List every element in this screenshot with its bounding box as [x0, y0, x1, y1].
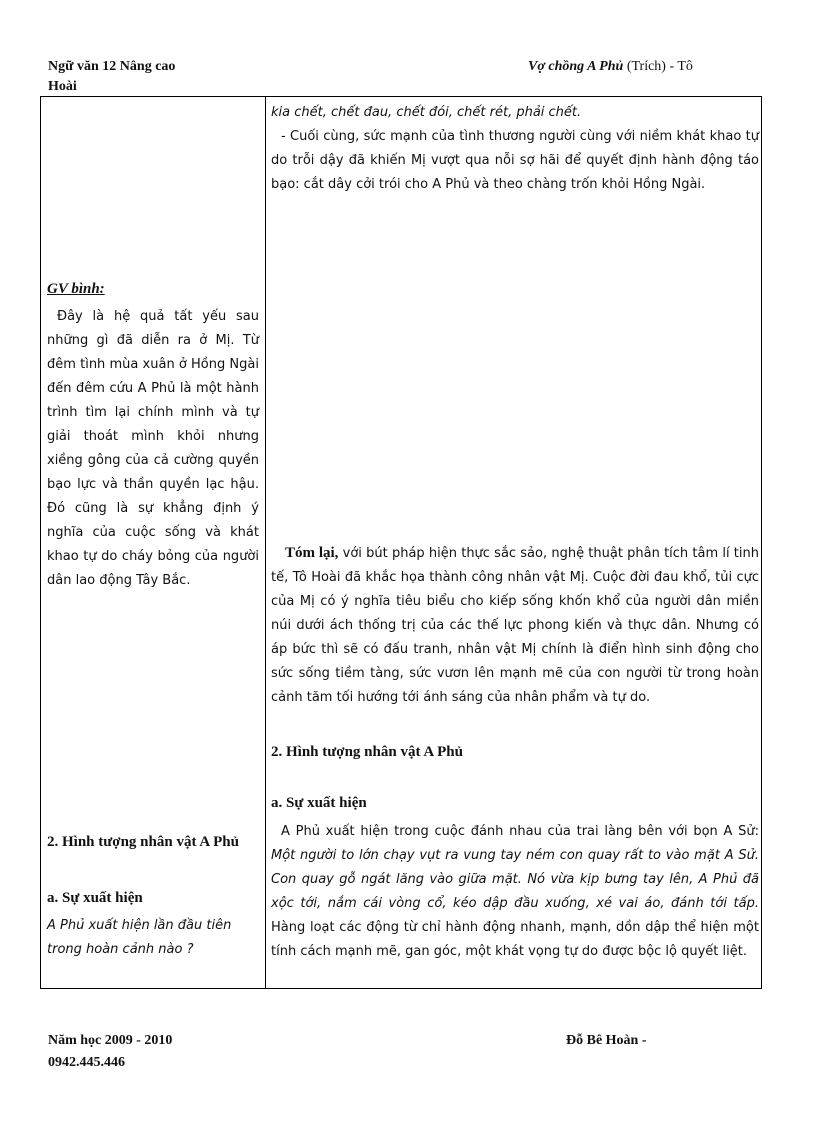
footer-phone: 0942.445.446: [48, 1055, 125, 1070]
footer-school-year: Năm học 2009 - 2010: [48, 1033, 173, 1048]
summary-paragraph: [271, 541, 759, 710]
header-subject: [48, 57, 175, 97]
left-question: A Phủ xuất hiện lần đầu tiên trong hoàn cảnh nào ?: [47, 918, 232, 957]
header-work-rest: (Trích) - Tô: [623, 59, 693, 74]
right-paragraph-3-start: A Phủ xuất hiện trong cuộc đánh nhau của trai làng bên với bọn A Sử:: [281, 824, 759, 839]
gv-commentary-text: Đây là hệ quả tất yếu sau những gì đã diễn ra ở Mị. Từ đêm tình mùa xuân ở Hồng Ngài đến đêm cứu A Phủ là một hành trình tìm lại chính mình và tự giải thoát mình khỏi nhưng xiềng gông của cả cường quyền bạo lực và thần quyền lạc hậu. Đó cũng là sự khẳng định ý nghĩa của cuộc sống và khát khao tự do cháy bỏng của người dân lao động Tây Bắc.: [47, 309, 259, 588]
footer-left: [48, 1030, 172, 1074]
header-subject-line2: Hoài: [48, 79, 77, 94]
gv-commentary: [47, 305, 259, 593]
right-heading-section-2: 2. Hình tượng nhân vật A Phủ: [271, 744, 463, 760]
column-divider: [265, 97, 266, 988]
right-heading-appearance: a. Sự xuất hiện: [271, 795, 367, 811]
right-paragraph-3-end: Hàng loạt các động từ chỉ hành động nhanh, mạnh, dồn dập thể hiện một tính cách mạnh mẽ, gan góc, một khát vọng tự do được bộc lộ quyết liệt.: [271, 920, 759, 959]
right-paragraph-2: - Cuối cùng, sức mạnh của tình thương người cùng với niềm khát khao tự do trỗi dậy đã khiến Mị vượt qua nỗi sợ hãi để quyết định hành động táo bạo: cắt dây cởi trói cho A Phủ và theo chàng trốn khỏi Hồng Ngài.: [271, 129, 759, 192]
header-work-title: Vợ chồng A Phủ: [528, 59, 624, 74]
gv-label-row: [47, 277, 259, 301]
right-paragraph-1: kia chết, chết đau, chết đói, chết rét, phải chết.: [271, 105, 582, 120]
lesson-table: [40, 96, 762, 989]
gv-label: GV bình:: [47, 281, 105, 297]
left-heading-appearance: a. Sự xuất hiện: [47, 890, 143, 906]
footer-author: Đỗ Bê Hoàn -: [566, 1033, 647, 1048]
header-title: [528, 57, 693, 77]
header-subject-line1: Ngữ văn 12 Nâng cao: [48, 59, 176, 74]
right-paragraph-3: [271, 820, 759, 964]
right-column-top: [271, 101, 759, 197]
summary-text: với bút pháp hiện thực sắc sảo, nghệ thuật phân tích tâm lí tinh tế, Tô Hoài đã khắc họa thành công nhân vật Mị. Cuộc đời đau khổ, tủi cực của Mị có ý nghĩa tiêu biểu cho kiếp sống khốn khổ của người dân miền núi dưới ách thống trị của các thế lực phong kiến và thực dân. Nhưng có áp bức thì sẽ có đấu tranh, nhân vật Mị chính là điển hình sinh động cho sức sống tiềm tàng, sức vươn lên mạnh mẽ của con người từ trong hoàn cảnh tăm tối hướng tới ánh sáng của nhân phẩm và tự do.: [271, 546, 759, 705]
left-heading-section-2: 2. Hình tượng nhân vật A Phủ: [47, 834, 239, 850]
right-paragraph-3-quote: Một người to lớn chạy vụt ra vung tay ném con quay rất to vào mặt A Sử. Con quay gỗ ngát lăng vào giữa mặt. Nó vừa kịp bưng tay lên, A Phủ đã xộc tới, nắm cái vòng cổ, kéo dập đầu xuống, xé vai áo, đánh tới tấp.: [271, 848, 759, 911]
summary-label: Tóm lại,: [285, 545, 339, 561]
